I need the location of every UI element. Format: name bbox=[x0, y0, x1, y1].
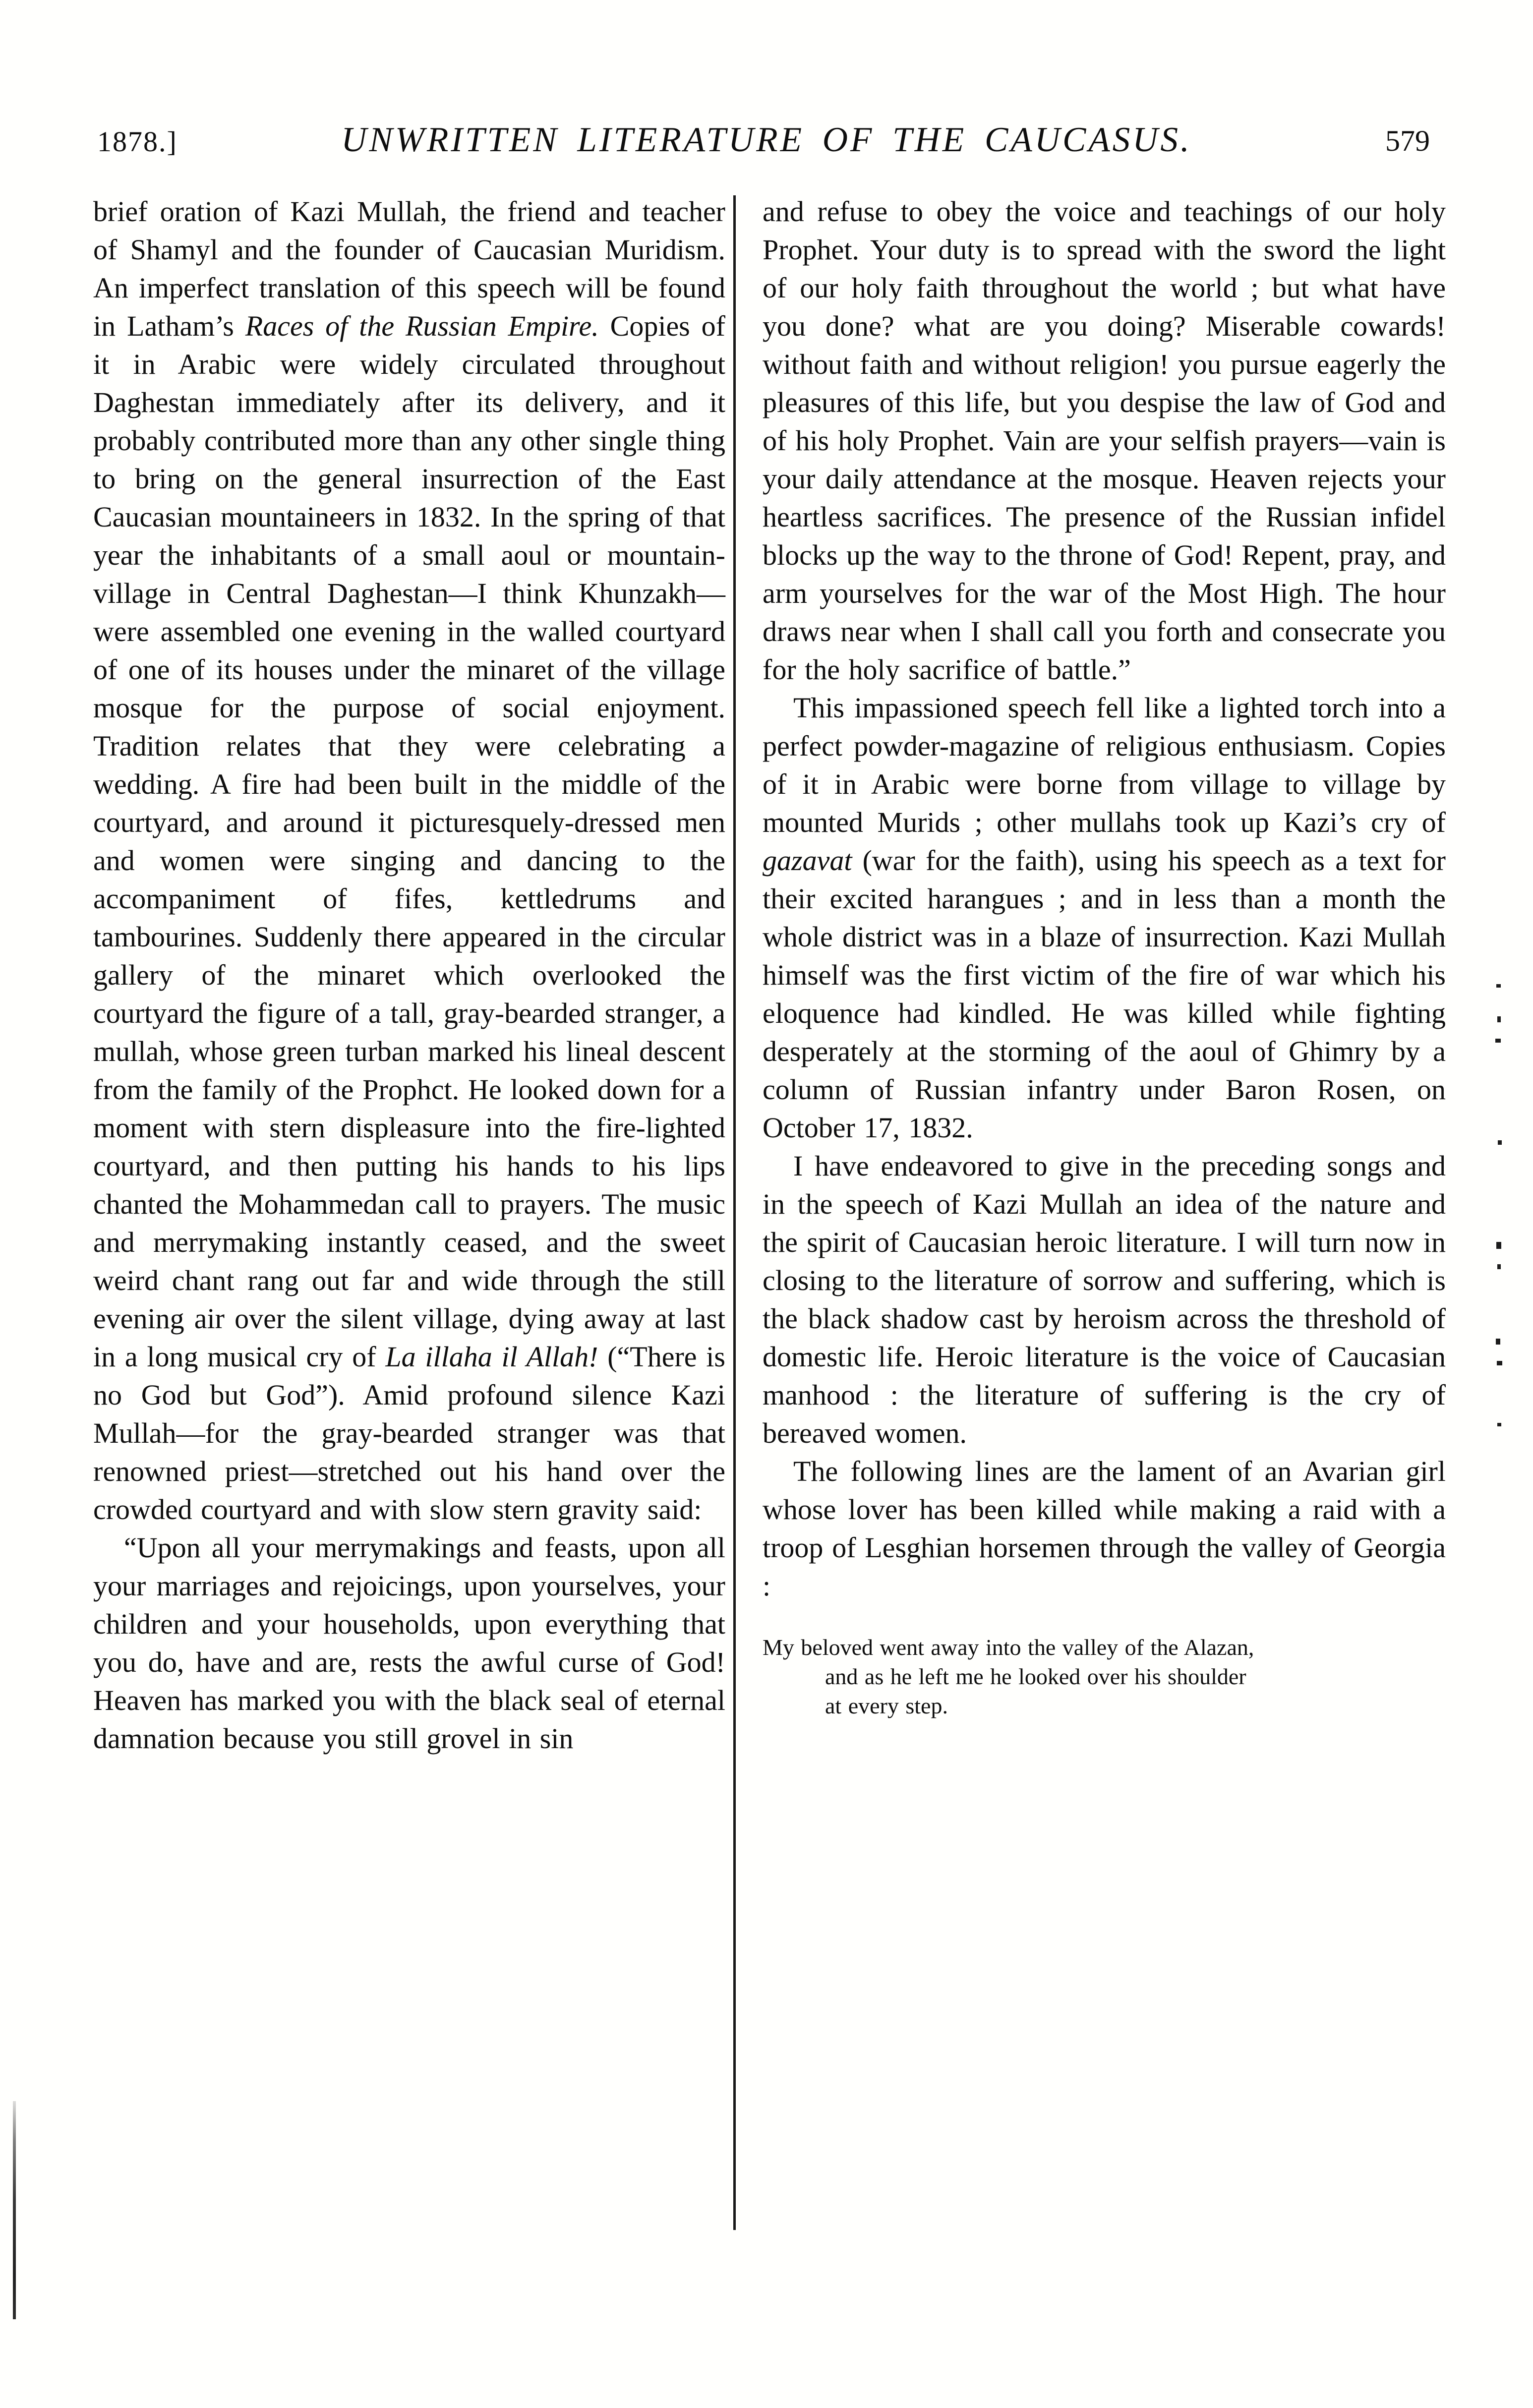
scan-speck bbox=[1495, 1039, 1501, 1043]
text-run: Copies of it in Arabic were widely circulated throughout Daghestan immediately after its delivery, and it probably contributed more than any other single thing to bring on the general insurrection of the East Caucasian mountaineers in 1832. In the spring of that year the inhabitants of a small aoul or mountain-village in Central Daghestan—I think Khunzakh—were assembled one evening in the walled courtyard of one of its houses under the minaret of the village mosque for the purpose of social enjoyment. Tradition relates that they were celebrating a wedding. A fire had been built in the middle of the courtyard, and around it picturesquely-dressed men and women were singing and dancing to the accompaniment of fifes, kettledrums and tambourines. Suddenly there appeared in the circular gallery of the minaret which overlooked the courtyard the figure of a tall, gray-bearded stranger, a mullah, whose green turban marked his lineal descent from the family of the Prophct. He looked down for a moment with stern displeasure into the fire-lighted courtyard, and then putting his hands to his lips chanted the Mohammedan call to prayers. The music and merrymaking instantly ceased, and the sweet weird chant rang out far and wide through the still evening air over the silent village, dying away at last in a long musical cry of bbox=[93, 310, 725, 1373]
page-number: 579 bbox=[1385, 124, 1430, 157]
paragraph bbox=[763, 192, 1446, 689]
text-run: The following lines are the lament of an Avarian girl whose lover has been killed while making a raid with a troop of Lesghian horsemen through the valley of Georgia : bbox=[763, 1455, 1446, 1602]
text-run: brief oration of Kazi Mullah, the friend and teacher of Shamyl and the founder of Caucasian Muridism. An imperfect translation of this speech will be found in Latham’s bbox=[93, 195, 725, 342]
paragraph bbox=[93, 1528, 725, 1758]
scan-speck bbox=[1498, 1140, 1502, 1145]
left-column bbox=[93, 192, 725, 1758]
scan-speck bbox=[1496, 984, 1501, 988]
paragraph bbox=[763, 1147, 1446, 1452]
text-run: and refuse to obey the voice and teachings of our holy Prophet. Your duty is to spread with the sword the light of our holy faith throughout the world ; but what have you done? what are you doing? Miserable cowards! without faith and without religion! you pursue eagerly the pleasures of this life, but you despise the law of God and of his holy Prophet. Vain are your selfish prayers—vain is your daily attendance at the mosque. Heaven rejects your heartless sacrifices. The presence of the Russian infidel blocks up the way to the throne of God! Repent, pray, and arm yourselves for the war of the Most High. The hour draws near when I shall call you forth and consecrate you for the holy sacrifice of battle.” bbox=[763, 195, 1446, 686]
page-title: UNWRITTEN LITERATURE OF THE CAUCASUS. bbox=[341, 120, 1192, 159]
italic-text-run: La illaha il Allah! bbox=[385, 1341, 598, 1373]
paragraph bbox=[763, 689, 1446, 1147]
verse-quote bbox=[763, 1633, 1446, 1720]
text-run: This impassioned speech fell like a lighted torch into a perfect powder-magazine of religious enthusiasm. Copies of it in Arabic were borne from village to village by mounted Murids ; other mullahs took up Kazi’s cry of bbox=[763, 692, 1446, 838]
scan-speck bbox=[1497, 1264, 1501, 1269]
running-head bbox=[97, 120, 1436, 165]
scan-speck bbox=[1497, 1016, 1501, 1022]
paragraph bbox=[763, 1452, 1446, 1605]
text-run: (war for the faith), using his speech as a text for their excited harangues ; and in less than a month the whole district was in a blaze of insurrection. Kazi Mullah himself was the first victim of the fire of war which his eloquence had kindled. He was killed while fighting desperately at the storming of the aoul of Ghimry by a column of Russian infantry under Baron Rosen, on October 17, 1832. bbox=[763, 844, 1446, 1144]
verse-line: and as he left me he looked over his shoulder bbox=[825, 1664, 1246, 1689]
text-run: I have endeavored to give in the preceding songs and in the speech of Kazi Mullah an idea of the nature and the spirit of Caucasian heroic literature. I will turn now in closing to the literature of sorrow and suffering, which is the black shadow cast by heroism across the threshold of domestic life. Heroic literature is the voice of Caucasian manhood : the literature of suffering is the cry of bereaved women. bbox=[763, 1150, 1446, 1449]
verse-line: at every step. bbox=[825, 1693, 948, 1718]
header-year: 1878.] bbox=[97, 125, 177, 158]
paragraph bbox=[93, 192, 725, 1528]
verse-line: My beloved went away into the valley of the Alazan, bbox=[763, 1635, 1254, 1660]
scan-speck bbox=[1497, 1361, 1502, 1365]
column-divider-rule bbox=[733, 195, 736, 2230]
scan-artifact-left-edge bbox=[13, 2101, 16, 2319]
italic-text-run: gazavat bbox=[763, 844, 852, 877]
right-column bbox=[763, 192, 1446, 1720]
text-run: (“There is no God but God”). Amid profound silence Kazi Mullah—for the gray-bearded stranger was that renowned priest—stretched out his hand over the crowded courtyard and with slow stern gravity said: bbox=[93, 1341, 725, 1526]
text-run: “Upon all your merrymakings and feasts, upon all your marriages and rejoicings, upon yourselves, your children and your households, upon everything that you do, have and are, rests the awful curse of God! Heaven has marked you with the black seal of eternal damnation because you still grovel in sin bbox=[93, 1531, 725, 1755]
scan-speck bbox=[1496, 1339, 1500, 1345]
scan-speck bbox=[1497, 1423, 1501, 1426]
scan-speck bbox=[1496, 1242, 1501, 1249]
italic-text-run: Races of the Russian Empire. bbox=[245, 310, 599, 342]
